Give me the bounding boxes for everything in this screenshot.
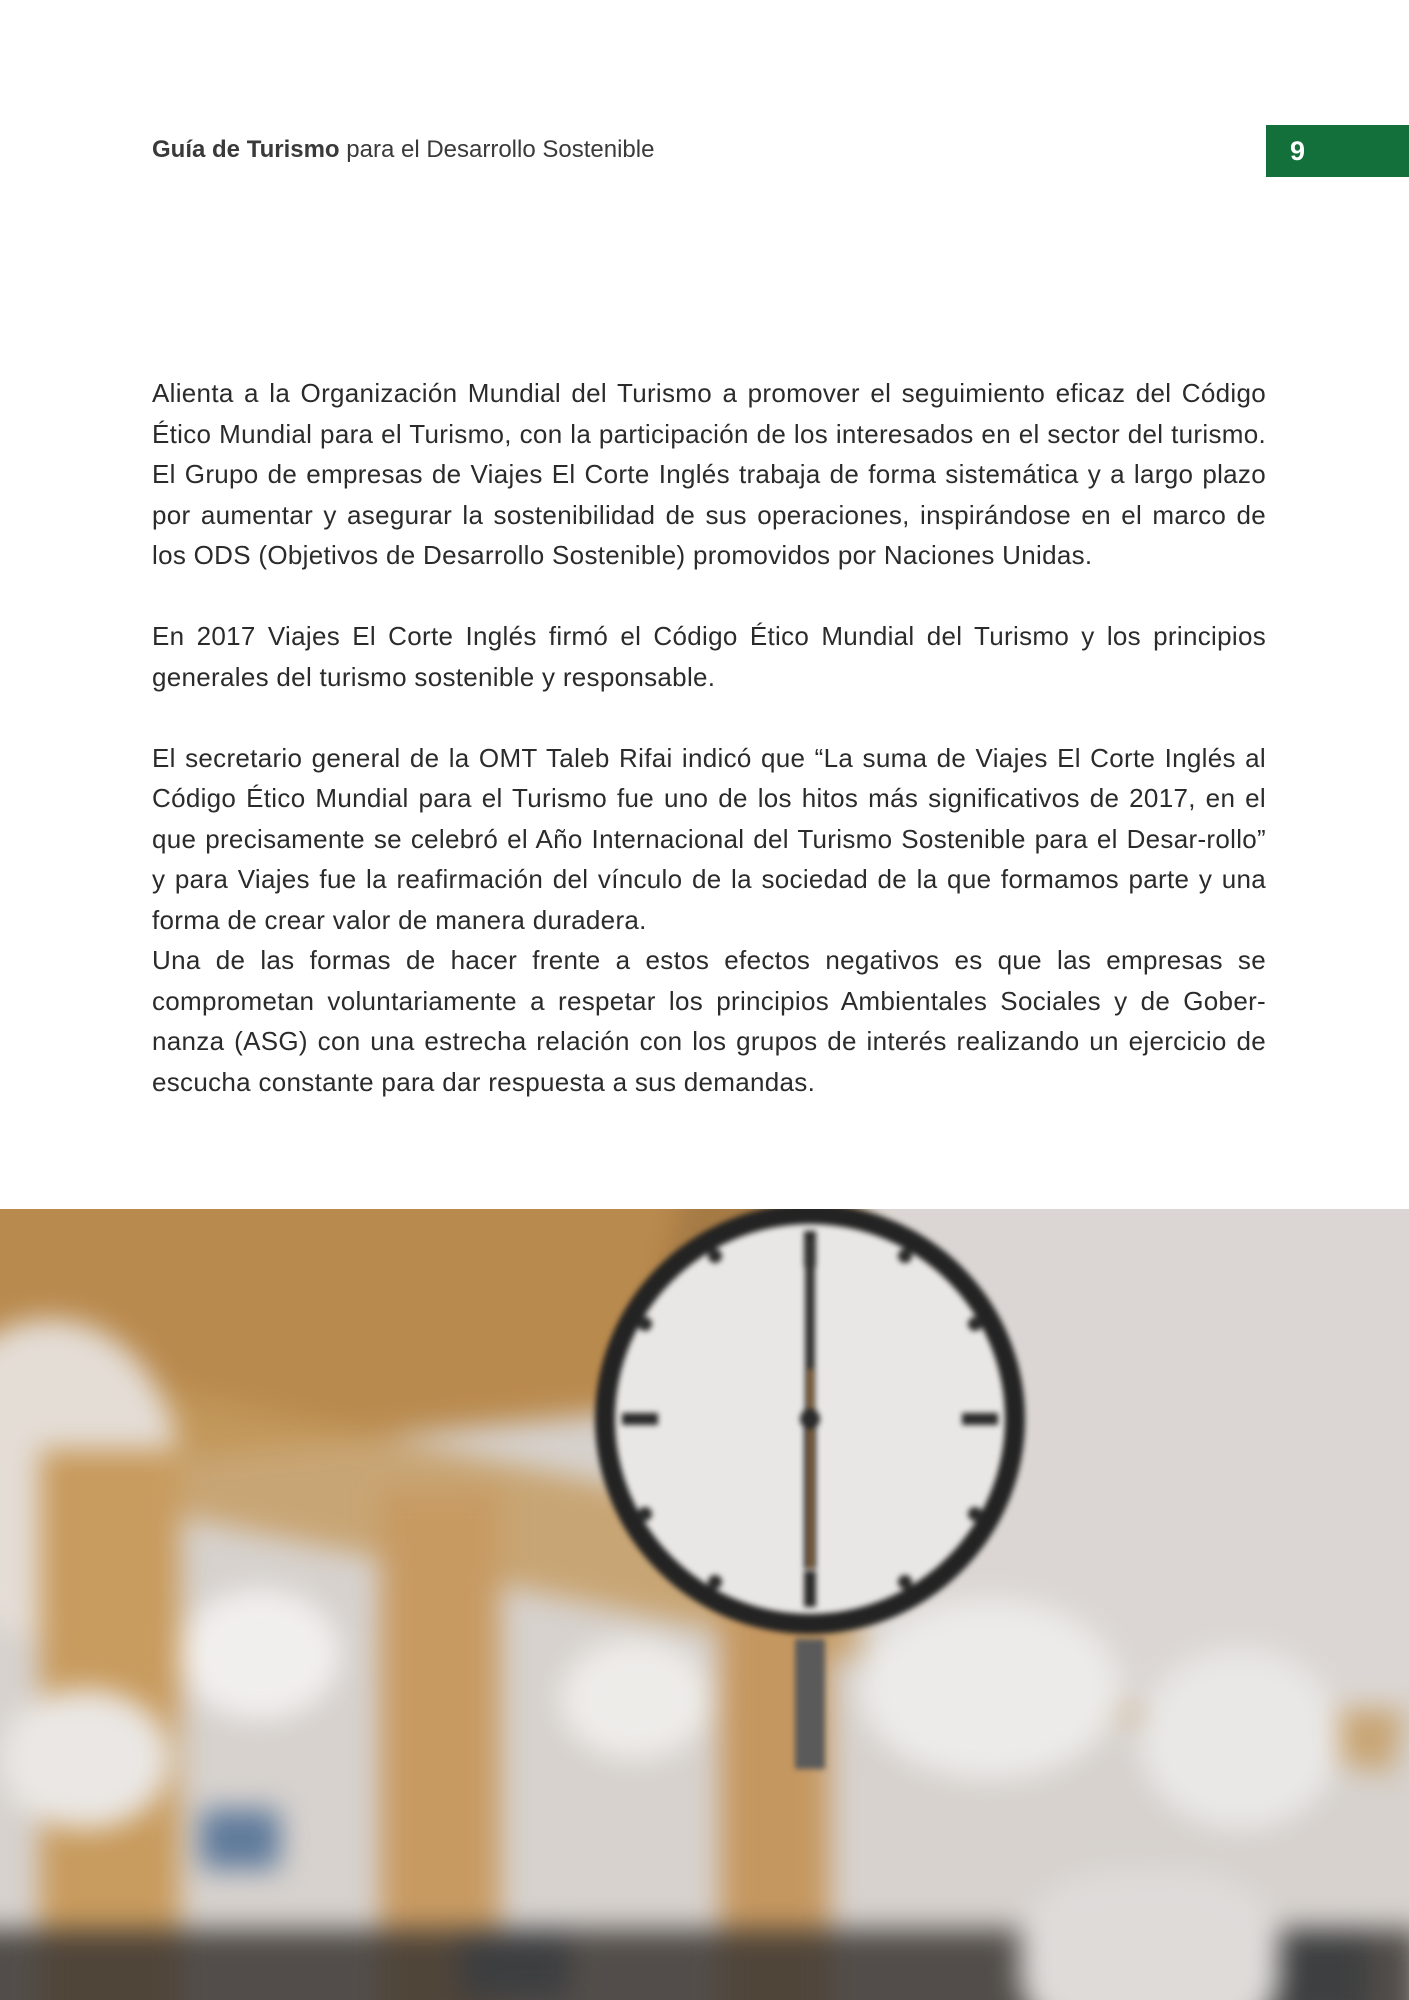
header-title-bold: Guía de Turismo <box>152 136 340 163</box>
page-number-tab <box>1266 125 1409 177</box>
clock-photo <box>0 1209 1409 2000</box>
paragraph-4: Una de las formas de hacer frente a estos efectos negativos es que las empresas se comprometan voluntariamente a respetar los principios Ambientales Sociales y de Gober-nanza (ASG) con una estrecha relación con los grupos de interés realizando un ejercicio de escucha constante para dar respuesta a sus demandas. <box>152 945 1266 1097</box>
clock-icon <box>585 1209 1035 1819</box>
running-header <box>152 136 654 164</box>
page-number: 9 <box>1290 136 1306 166</box>
body-text <box>152 373 1266 1102</box>
header-title-rest: para el Desarrollo Sostenible <box>339 136 655 163</box>
paragraph-2: En 2017 Viajes El Corte Inglés firmó el Código Ético Mundial del Turismo y los principios generales del turismo sostenible y responsable. <box>152 621 1266 692</box>
paragraph-1: Alienta a la Organización Mundial del Turismo a promover el seguimiento eficaz del Código Ético Mundial para el Turismo, con la participación de los interesados en el sector del turismo. El Grupo de empresas de Viajes El Corte Inglés trabaja de forma sistemática y a largo plazo por aumentar y asegurar la sostenibilidad de sus operaciones, inspirándose en el marco de los ODS (Objetivos de Desarrollo Sostenible) promovidos por Naciones Unidas. <box>152 378 1266 570</box>
paragraph-3: El secretario general de la OMT Taleb Rifai indicó que “La suma de Viajes El Corte Inglés al Código Ético Mundial para el Turismo fue uno de los hitos más significativos de 2017, en el que precisamente se celebró el Año Internacional del Turismo Sostenible para el Desar-rollo” y para Viajes fue la reafirmación del vínculo de la sociedad de la que formamos parte y una forma de crear valor de manera duradera. <box>152 742 1266 935</box>
